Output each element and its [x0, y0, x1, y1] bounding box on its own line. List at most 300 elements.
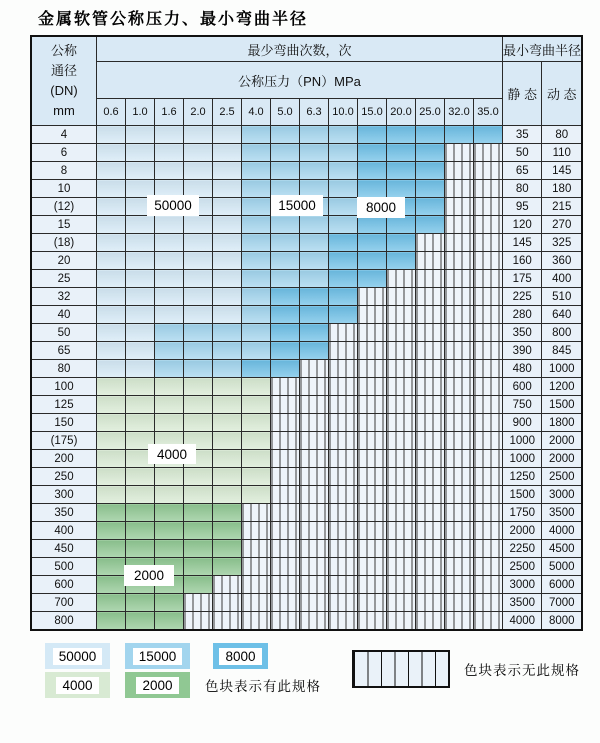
- cell-not-available: [416, 288, 445, 306]
- cell-not-available: [445, 270, 474, 288]
- cell-not-available: [358, 306, 387, 324]
- cell-cycles-50000: [126, 216, 155, 234]
- legend-swatch-4000: [45, 672, 110, 698]
- pressure-col-header: 6.3: [300, 99, 329, 126]
- dn-cell: 32: [31, 288, 97, 306]
- cell-cycles-4000: [184, 486, 213, 504]
- cell-not-available: [474, 342, 503, 360]
- cell-not-available: [387, 594, 416, 612]
- cell-not-available: [358, 612, 387, 631]
- cell-cycles-2000: [126, 522, 155, 540]
- cell-not-available: [445, 504, 474, 522]
- cell-cycles-50000: [126, 234, 155, 252]
- table-row: [31, 324, 582, 342]
- cell-not-available: [300, 468, 329, 486]
- cell-cycles-15000: [300, 252, 329, 270]
- cell-cycles-15000: [271, 252, 300, 270]
- cell-not-available: [474, 252, 503, 270]
- cell-not-available: [271, 450, 300, 468]
- cell-cycles-15000: [329, 126, 358, 144]
- cell-cycles-4000: [184, 396, 213, 414]
- cell-not-available: [329, 378, 358, 396]
- table-row: [31, 612, 582, 631]
- cell-not-available: [445, 288, 474, 306]
- cell-not-available: [271, 414, 300, 432]
- static-radius-cell: 3500: [503, 594, 542, 612]
- cell-not-available: [416, 450, 445, 468]
- static-radius-cell: 160: [503, 252, 542, 270]
- cell-cycles-8000: [416, 144, 445, 162]
- cell-cycles-4000: [97, 468, 126, 486]
- legend-row-cycles-blue: [45, 643, 268, 669]
- pressure-col-header: 2.0: [184, 99, 213, 126]
- cell-not-available: [416, 486, 445, 504]
- cell-cycles-2000: [213, 540, 242, 558]
- cell-cycles-15000: [242, 324, 271, 342]
- cell-not-available: [387, 396, 416, 414]
- cell-not-available: [387, 360, 416, 378]
- cell-cycles-2000: [155, 612, 184, 631]
- dynamic-radius-cell: 1800: [542, 414, 582, 432]
- dynamic-radius-cell: 800: [542, 324, 582, 342]
- table-row: [31, 288, 582, 306]
- cell-cycles-4000: [97, 432, 126, 450]
- cell-not-available: [271, 612, 300, 631]
- cell-not-available: [271, 540, 300, 558]
- cell-cycles-8000: [416, 216, 445, 234]
- legend-swatch-label: 4000: [56, 677, 98, 694]
- cell-not-available: [474, 180, 503, 198]
- cell-cycles-4000: [126, 378, 155, 396]
- table-row: [31, 378, 582, 396]
- cell-cycles-8000: [300, 324, 329, 342]
- table-row: [31, 234, 582, 252]
- dn-cell: 700: [31, 594, 97, 612]
- cell-not-available: [329, 414, 358, 432]
- cell-cycles-8000: [416, 180, 445, 198]
- cell-cycles-50000: [97, 324, 126, 342]
- cell-not-available: [445, 306, 474, 324]
- cell-cycles-15000: [271, 216, 300, 234]
- cell-not-available: [445, 576, 474, 594]
- dn-cell: 150: [31, 414, 97, 432]
- cell-cycles-4000: [97, 378, 126, 396]
- cell-not-available: [445, 360, 474, 378]
- cell-not-available: [445, 468, 474, 486]
- cell-cycles-4000: [213, 432, 242, 450]
- cell-cycles-8000: [387, 252, 416, 270]
- cell-cycles-50000: [213, 234, 242, 252]
- cell-not-available: [474, 540, 503, 558]
- cell-not-available: [300, 522, 329, 540]
- cell-not-available: [271, 576, 300, 594]
- cell-cycles-8000: [300, 306, 329, 324]
- cell-cycles-50000: [184, 234, 213, 252]
- pressure-unit-header: 公称压力（PN）MPa: [97, 62, 503, 99]
- cell-cycles-4000: [97, 450, 126, 468]
- dn-cell: 200: [31, 450, 97, 468]
- cell-not-available: [445, 450, 474, 468]
- cell-cycles-2000: [97, 504, 126, 522]
- dn-cell: 20: [31, 252, 97, 270]
- cell-cycles-50000: [97, 288, 126, 306]
- cell-not-available: [474, 288, 503, 306]
- cell-cycles-50000: [155, 234, 184, 252]
- cell-not-available: [300, 486, 329, 504]
- dynamic-radius-cell: 270: [542, 216, 582, 234]
- cell-cycles-8000: [271, 306, 300, 324]
- dn-cell: 6: [31, 144, 97, 162]
- cell-cycles-50000: [213, 162, 242, 180]
- dn-cell: 350: [31, 504, 97, 522]
- cell-not-available: [445, 162, 474, 180]
- cell-cycles-4000: [242, 414, 271, 432]
- cell-cycles-15000: [184, 360, 213, 378]
- pressure-col-header: 32.0: [445, 99, 474, 126]
- cell-not-available: [445, 396, 474, 414]
- cell-not-available: [387, 288, 416, 306]
- cell-not-available: [300, 378, 329, 396]
- cell-not-available: [358, 414, 387, 432]
- cell-cycles-15000: [242, 216, 271, 234]
- cell-cycles-50000: [97, 126, 126, 144]
- cell-cycles-8000: [271, 324, 300, 342]
- cell-not-available: [387, 540, 416, 558]
- cell-cycles-8000: [474, 126, 503, 144]
- cell-cycles-8000: [329, 288, 358, 306]
- cell-not-available: [300, 558, 329, 576]
- cell-not-available: [242, 504, 271, 522]
- cell-cycles-4000: [242, 432, 271, 450]
- cell-not-available: [416, 270, 445, 288]
- cell-not-available: [329, 324, 358, 342]
- cell-not-available: [300, 504, 329, 522]
- cell-cycles-8000: [387, 216, 416, 234]
- dynamic-radius-cell: 1500: [542, 396, 582, 414]
- cell-cycles-15000: [213, 360, 242, 378]
- cell-not-available: [358, 594, 387, 612]
- cell-cycles-15000: [329, 162, 358, 180]
- cell-cycles-50000: [97, 234, 126, 252]
- hatch-swatch: [352, 650, 450, 688]
- cell-cycles-4000: [155, 414, 184, 432]
- cell-not-available: [387, 486, 416, 504]
- cell-not-available: [329, 432, 358, 450]
- legend-swatch-label: 50000: [53, 648, 103, 665]
- cell-not-available: [300, 540, 329, 558]
- cell-cycles-4000: [97, 486, 126, 504]
- cell-cycles-15000: [242, 342, 271, 360]
- dn-header-line: 通径: [50, 63, 77, 78]
- cell-cycles-8000: [358, 180, 387, 198]
- cell-not-available: [416, 612, 445, 631]
- cell-cycles-50000: [97, 162, 126, 180]
- grid-value-label-2000: 2000: [124, 565, 174, 586]
- cell-not-available: [416, 396, 445, 414]
- dn-cell: 500: [31, 558, 97, 576]
- cell-cycles-4000: [184, 378, 213, 396]
- cell-cycles-50000: [97, 342, 126, 360]
- cell-cycles-4000: [242, 486, 271, 504]
- cell-not-available: [387, 378, 416, 396]
- static-radius-cell: 50: [503, 144, 542, 162]
- dn-cell: 125: [31, 396, 97, 414]
- static-radius-cell: 600: [503, 378, 542, 396]
- legend-row-cycles-green: [45, 672, 321, 698]
- table-row: [31, 144, 582, 162]
- cell-cycles-50000: [97, 198, 126, 216]
- cell-cycles-50000: [155, 306, 184, 324]
- cell-not-available: [271, 468, 300, 486]
- cell-not-available: [387, 450, 416, 468]
- static-radius-cell: 225: [503, 288, 542, 306]
- dynamic-radius-cell: 145: [542, 162, 582, 180]
- cell-cycles-50000: [126, 342, 155, 360]
- pressure-col-header: 0.6: [97, 99, 126, 126]
- cell-cycles-50000: [213, 198, 242, 216]
- cell-cycles-2000: [126, 612, 155, 631]
- cell-not-available: [358, 396, 387, 414]
- cell-cycles-8000: [358, 126, 387, 144]
- cell-cycles-50000: [97, 180, 126, 198]
- dynamic-radius-cell: 845: [542, 342, 582, 360]
- static-radius-cell: 350: [503, 324, 542, 342]
- cell-cycles-50000: [213, 306, 242, 324]
- cell-cycles-2000: [126, 504, 155, 522]
- cell-not-available: [358, 468, 387, 486]
- cell-not-available: [445, 144, 474, 162]
- cell-cycles-50000: [213, 144, 242, 162]
- legend-available-note: 色块表示有此规格: [205, 679, 321, 694]
- dynamic-radius-cell: 3500: [542, 504, 582, 522]
- dynamic-radius-cell: 3000: [542, 486, 582, 504]
- cell-not-available: [474, 198, 503, 216]
- table-row: [31, 486, 582, 504]
- cell-cycles-8000: [271, 288, 300, 306]
- spec-table: [30, 35, 583, 631]
- cell-not-available: [329, 612, 358, 631]
- cell-not-available: [358, 576, 387, 594]
- cell-not-available: [358, 450, 387, 468]
- cell-not-available: [445, 198, 474, 216]
- cell-cycles-2000: [126, 540, 155, 558]
- dynamic-radius-cell: 2000: [542, 450, 582, 468]
- cell-cycles-50000: [184, 288, 213, 306]
- dynamic-radius-cell: 80: [542, 126, 582, 144]
- dn-cell: 450: [31, 540, 97, 558]
- cell-cycles-15000: [242, 162, 271, 180]
- cell-not-available: [445, 558, 474, 576]
- table-row: [31, 558, 582, 576]
- cell-not-available: [474, 576, 503, 594]
- cell-cycles-8000: [358, 234, 387, 252]
- cell-cycles-15000: [271, 144, 300, 162]
- dn-cell: 10: [31, 180, 97, 198]
- cell-cycles-15000: [213, 342, 242, 360]
- cell-not-available: [358, 522, 387, 540]
- static-radius-cell: 900: [503, 414, 542, 432]
- table-row: [31, 252, 582, 270]
- cell-not-available: [329, 450, 358, 468]
- cell-not-available: [474, 504, 503, 522]
- cell-cycles-8000: [387, 126, 416, 144]
- cell-cycles-8000: [329, 306, 358, 324]
- static-radius-cell: 65: [503, 162, 542, 180]
- cell-not-available: [329, 486, 358, 504]
- cell-not-available: [387, 342, 416, 360]
- cell-cycles-50000: [155, 162, 184, 180]
- cell-cycles-50000: [155, 270, 184, 288]
- cell-cycles-4000: [213, 486, 242, 504]
- cell-not-available: [271, 432, 300, 450]
- cell-cycles-50000: [126, 306, 155, 324]
- cell-cycles-2000: [97, 594, 126, 612]
- cell-cycles-4000: [155, 378, 184, 396]
- table-row: [31, 432, 582, 450]
- static-radius-cell: 1250: [503, 468, 542, 486]
- cell-cycles-50000: [155, 288, 184, 306]
- spec-table-wrap: [30, 35, 583, 631]
- cell-cycles-2000: [184, 558, 213, 576]
- cell-cycles-15000: [213, 324, 242, 342]
- cell-cycles-50000: [126, 162, 155, 180]
- pressure-col-header: 1.6: [155, 99, 184, 126]
- cell-not-available: [358, 288, 387, 306]
- cell-cycles-15000: [300, 144, 329, 162]
- cell-cycles-4000: [155, 486, 184, 504]
- cell-not-available: [474, 360, 503, 378]
- cell-not-available: [416, 342, 445, 360]
- cell-cycles-2000: [97, 558, 126, 576]
- cell-cycles-4000: [213, 450, 242, 468]
- cell-not-available: [416, 360, 445, 378]
- cell-cycles-8000: [329, 270, 358, 288]
- cell-not-available: [300, 612, 329, 631]
- dn-cell: 4: [31, 126, 97, 144]
- cell-cycles-50000: [213, 288, 242, 306]
- cell-not-available: [416, 414, 445, 432]
- dn-header-line: mm: [53, 103, 75, 118]
- static-radius-cell: 1500: [503, 486, 542, 504]
- static-radius-cell: 1000: [503, 450, 542, 468]
- grid-value-label-4000: 4000: [148, 444, 196, 464]
- cell-cycles-4000: [242, 468, 271, 486]
- legend-swatch-50000: [45, 643, 110, 669]
- dynamic-radius-cell: 7000: [542, 594, 582, 612]
- dynamic-radius-cell: 640: [542, 306, 582, 324]
- cell-cycles-50000: [155, 252, 184, 270]
- cell-not-available: [242, 522, 271, 540]
- pressure-col-header: 15.0: [358, 99, 387, 126]
- grid-value-label-8000: 8000: [357, 197, 405, 218]
- cell-cycles-15000: [155, 324, 184, 342]
- cell-not-available: [213, 576, 242, 594]
- cell-not-available: [271, 594, 300, 612]
- cell-cycles-50000: [126, 252, 155, 270]
- cell-cycles-50000: [213, 216, 242, 234]
- cell-not-available: [358, 558, 387, 576]
- cell-not-available: [387, 468, 416, 486]
- dynamic-radius-cell: 4000: [542, 522, 582, 540]
- cell-cycles-8000: [416, 198, 445, 216]
- cell-cycles-8000: [329, 234, 358, 252]
- cell-cycles-50000: [184, 270, 213, 288]
- dynamic-radius-cell: 360: [542, 252, 582, 270]
- cell-cycles-4000: [126, 486, 155, 504]
- dn-header-line: 公称: [50, 43, 77, 58]
- table-row: [31, 504, 582, 522]
- legend-unavailable-note: 色块表示无此规格: [464, 663, 580, 678]
- cell-cycles-15000: [329, 180, 358, 198]
- pressure-col-header: 35.0: [474, 99, 503, 126]
- cell-not-available: [329, 594, 358, 612]
- cell-cycles-4000: [242, 396, 271, 414]
- dn-cell: 50: [31, 324, 97, 342]
- cell-not-available: [300, 576, 329, 594]
- static-radius-cell: 3000: [503, 576, 542, 594]
- dynamic-radius-cell: 110: [542, 144, 582, 162]
- cell-not-available: [300, 432, 329, 450]
- cell-cycles-8000: [416, 162, 445, 180]
- cell-not-available: [387, 576, 416, 594]
- cell-cycles-50000: [126, 360, 155, 378]
- legend-swatch-2000: [125, 672, 190, 698]
- cell-not-available: [474, 522, 503, 540]
- table-row: [31, 396, 582, 414]
- cell-not-available: [329, 522, 358, 540]
- cell-not-available: [474, 450, 503, 468]
- cell-not-available: [213, 612, 242, 631]
- table-row: [31, 270, 582, 288]
- table-row: [31, 126, 582, 144]
- cell-cycles-50000: [184, 306, 213, 324]
- table-row: [31, 468, 582, 486]
- cell-not-available: [445, 378, 474, 396]
- cell-cycles-50000: [97, 306, 126, 324]
- cell-not-available: [300, 360, 329, 378]
- cell-cycles-50000: [97, 360, 126, 378]
- cell-cycles-15000: [271, 270, 300, 288]
- cell-cycles-8000: [387, 180, 416, 198]
- static-radius-cell: 95: [503, 198, 542, 216]
- cell-cycles-50000: [155, 126, 184, 144]
- table-row: [31, 540, 582, 558]
- cell-not-available: [271, 504, 300, 522]
- dn-cell: 15: [31, 216, 97, 234]
- static-radius-cell: 80: [503, 180, 542, 198]
- cell-not-available: [416, 576, 445, 594]
- cell-not-available: [271, 378, 300, 396]
- cell-cycles-50000: [97, 144, 126, 162]
- cell-cycles-15000: [329, 198, 358, 216]
- cell-cycles-4000: [126, 396, 155, 414]
- cell-cycles-50000: [155, 216, 184, 234]
- cell-not-available: [271, 486, 300, 504]
- static-radius-cell: 280: [503, 306, 542, 324]
- cell-cycles-15000: [242, 126, 271, 144]
- dn-header-line: (DN): [50, 83, 78, 98]
- static-radius-cell: 2250: [503, 540, 542, 558]
- dn-cell: (18): [31, 234, 97, 252]
- dynamic-radius-cell: 4500: [542, 540, 582, 558]
- cell-not-available: [213, 594, 242, 612]
- cell-not-available: [271, 396, 300, 414]
- dn-cell: 250: [31, 468, 97, 486]
- cell-cycles-15000: [329, 216, 358, 234]
- cell-cycles-15000: [271, 162, 300, 180]
- cell-not-available: [329, 342, 358, 360]
- cell-not-available: [416, 234, 445, 252]
